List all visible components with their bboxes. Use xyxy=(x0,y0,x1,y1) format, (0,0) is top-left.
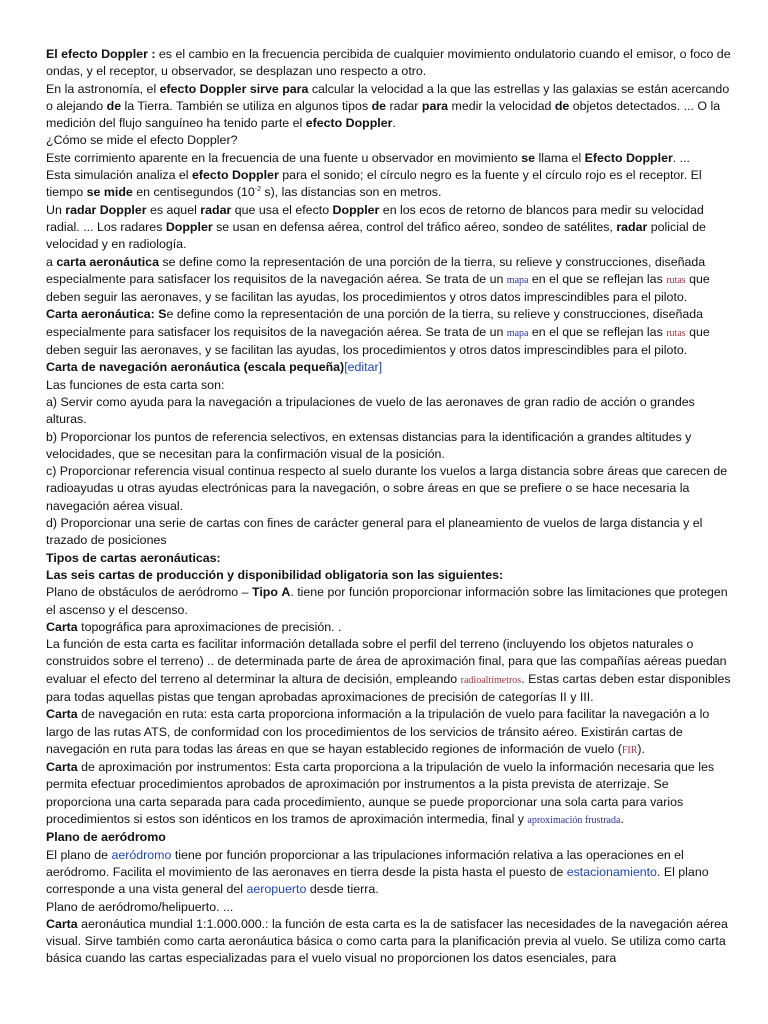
paragraph-plano-aerodromo: El plano de aeródromo tiene por función proporcionar a las tripulaciones información relativa a las operaciones en el aeródromo. Facilita el movimiento de las aeronaves en tierra desde la pista hasta el puesto de estacionamiento. El plano corresponde a una vista general del aeropuerto desde tierra. xyxy=(46,847,709,897)
paragraph-question: ¿Cómo se mide el efecto Doppler? xyxy=(46,133,238,148)
paragraph-shift: Este corrimiento aparente en la frecuencia de una fuente u observador en movimiento se llama el Efecto Doppler. ... xyxy=(46,150,690,165)
paragraph-funciones: Las funciones de esta carta son: xyxy=(46,377,225,392)
paragraph-carta-topografica: Carta topográfica para aproximaciones de precisión. . xyxy=(46,619,342,634)
paragraph-doppler-astronomy: En la astronomía, el efecto Doppler sirve para calcular la velocidad a la que las estrellas y las galaxias se están acercando o alejando de la Tierra. También se utiliza en algunos tipos de radar para medir la velocidad de objetos detectados. ... O la medición del flujo sanguíneo ha tenido parte el efecto Doppler. xyxy=(46,81,730,131)
list-item-d: d) Proporcionar una serie de cartas con fines de carácter general para el planeamiento de vuelos de larga distancia y el trazado de posiciones xyxy=(46,516,703,548)
paragraph-carta-aeronautica-1: a carta aeronáutica se define como la representación de una porción de la tierra, su relieve y construcciones, diseñada especialmente para satisfacer los requisitos de la navegación aérea. Se trata de un mapa en el que se reflejan las rutas que deben seguir las aeronaves, y se facilitan las ayudas, los procedimientos y otros datos imprescindibles para el piloto. xyxy=(46,254,710,305)
paragraph-funcion-topografica: La función de esta carta es facilitar información detallada sobre el perfil del terreno (incluyendo los objetos naturales o construidos sobre el terreno) .. de determinada parte de área de aproximación final, para que las compañías aéreas puedan evaluar el efecto del terreno al determinar la altura de decisión, empleando radioaltímetros. Estas cartas deben estar disponibles para todas aquellas pistas que tengan aprobadas aproximaciones de precisión de categorías II y III. xyxy=(46,637,731,704)
paragraph-plano-obstaculos: Plano de obstáculos de aeródromo – Tipo A. tiene por función proporcionar información sobre las limitaciones que protegen el ascenso y el descenso. xyxy=(46,585,728,617)
heading-seis-cartas: Las seis cartas de producción y disponibilidad obligatoria son las siguientes: xyxy=(46,567,504,582)
link-fir[interactable]: FIR xyxy=(621,744,638,756)
link-estacionamiento[interactable]: estacionamiento xyxy=(566,864,657,879)
paragraph-carta-ruta: Carta de navegación en ruta: esta carta proporciona información a la tripulación de vuelo para facilitar la navegación a lo largo de las rutas ATS, de conformidad con los procedimientos de los servicios de tránsito aéreo. Existirán cartas de navegación en ruta para todas las áreas en que se hayan establecido regiones de información de vuelo (FIR). xyxy=(46,707,710,756)
heading-tipos-cartas: Tipos de cartas aeronáuticas: xyxy=(46,550,221,565)
paragraph-helipuerto: Plano de aeródromo/helipuerto. ... xyxy=(46,899,234,914)
paragraph-carta-aproximacion: Carta de aproximación por instrumentos: Esta carta proporciona a la tripulación de vuelo la información necesaria que les permita efectuar procedimientos aprobados de aproximación por instrumentos a la pista prevista de aterrizaje. Se proporciona una carta separada para cada procedimiento, aunque se puede proporcionar una sola carta para varios procedimientos si estos son idénticos en los tramos de aproximación intermedia, final y aproximación frustrada. xyxy=(46,760,715,827)
paragraph-carta-aeronautica-2: Carta aeronáutica: Se define como la representación de una porción de la tierra, su relieve y construcciones, diseñada especialmente para satisfacer los requisitos de la navegación aérea. Se trata de un mapa en el que se reflejan las rutas que deben seguir las aeronaves, y se facilitan las ayudas, los procedimientos y otros datos imprescindibles para el piloto. xyxy=(46,307,710,358)
paragraph-radar-doppler: Un radar Doppler es aquel radar que usa el efecto Doppler en los ecos de retorno de blancos para medir su velocidad radial. ... Los radares Doppler se usan en defensa aérea, control del tráfico aéreo, sondeo de satélites, radar policial de velocidad y en radiología. xyxy=(46,202,706,252)
list-item-b: b) Proporcionar los puntos de referencia selectivos, en extensas distancias para la identificación a grandes altitudes y velocidades, que se necesitan para la confirmación visual de la posición. xyxy=(46,429,692,461)
list-item-a: a) Servir como ayuda para la navegación a tripulaciones de vuelo de las aeronaves de gran radio de acción o grandes alturas. xyxy=(46,394,695,427)
list-item-c: c) Proporcionar referencia visual continua respecto al suelo durante los vuelos a larga distancia sobre áreas que carecen de radioayudas u otras ayudas electrónicas para la navegación, o sobre áreas en que se prefiere o se hace necesaria la navegación aérea visual. xyxy=(46,464,728,513)
link-aproximacion-frustrada[interactable]: aproximación frustrada xyxy=(527,815,621,827)
link-mapa[interactable]: mapa xyxy=(506,274,529,286)
link-rutas[interactable]: rutas xyxy=(666,327,686,339)
heading-carta-navegacion: Carta de navegación aeronáutica (escala pequeña)[editar] xyxy=(46,360,383,375)
link-radioaltimetros[interactable]: radioaltímetros xyxy=(460,674,522,686)
link-mapa[interactable]: mapa xyxy=(506,327,529,339)
document-page xyxy=(46,46,736,968)
heading-plano-aerodromo: Plano de aeródromo xyxy=(46,830,166,845)
edit-link[interactable]: [editar] xyxy=(344,360,383,375)
link-rutas[interactable]: rutas xyxy=(666,274,686,286)
paragraph-carta-mundial: Carta aeronáutica mundial 1:1.000.000.: la función de esta carta es la de satisfacer las necesidades de la navegación aérea visual. Sirve también como carta aeronáutica básica o como carta para la planificación previa al vuelo. Se utiliza como carta básica cuando las cartas especializadas para el vuelo visual no proporcionen los datos esenciales, para xyxy=(46,916,728,966)
paragraph-doppler-definition: El efecto Doppler : es el cambio en la frecuencia percibida de cualquier movimiento ondulatorio cuando el emisor, o foco de ondas, y el receptor, u observador, se desplazan uno respecto a otro. xyxy=(46,47,731,79)
link-aerodromo[interactable]: aeródromo xyxy=(111,847,172,862)
link-aeropuerto[interactable]: aeropuerto xyxy=(246,882,307,897)
paragraph-simulation: Esta simulación analiza el efecto Doppler para el sonido; el círculo negro es la fuente y el círculo rojo es el receptor. El tiempo se mide en centisegundos ($10^{-2}$ s), las distancias son en metros. xyxy=(46,168,702,200)
